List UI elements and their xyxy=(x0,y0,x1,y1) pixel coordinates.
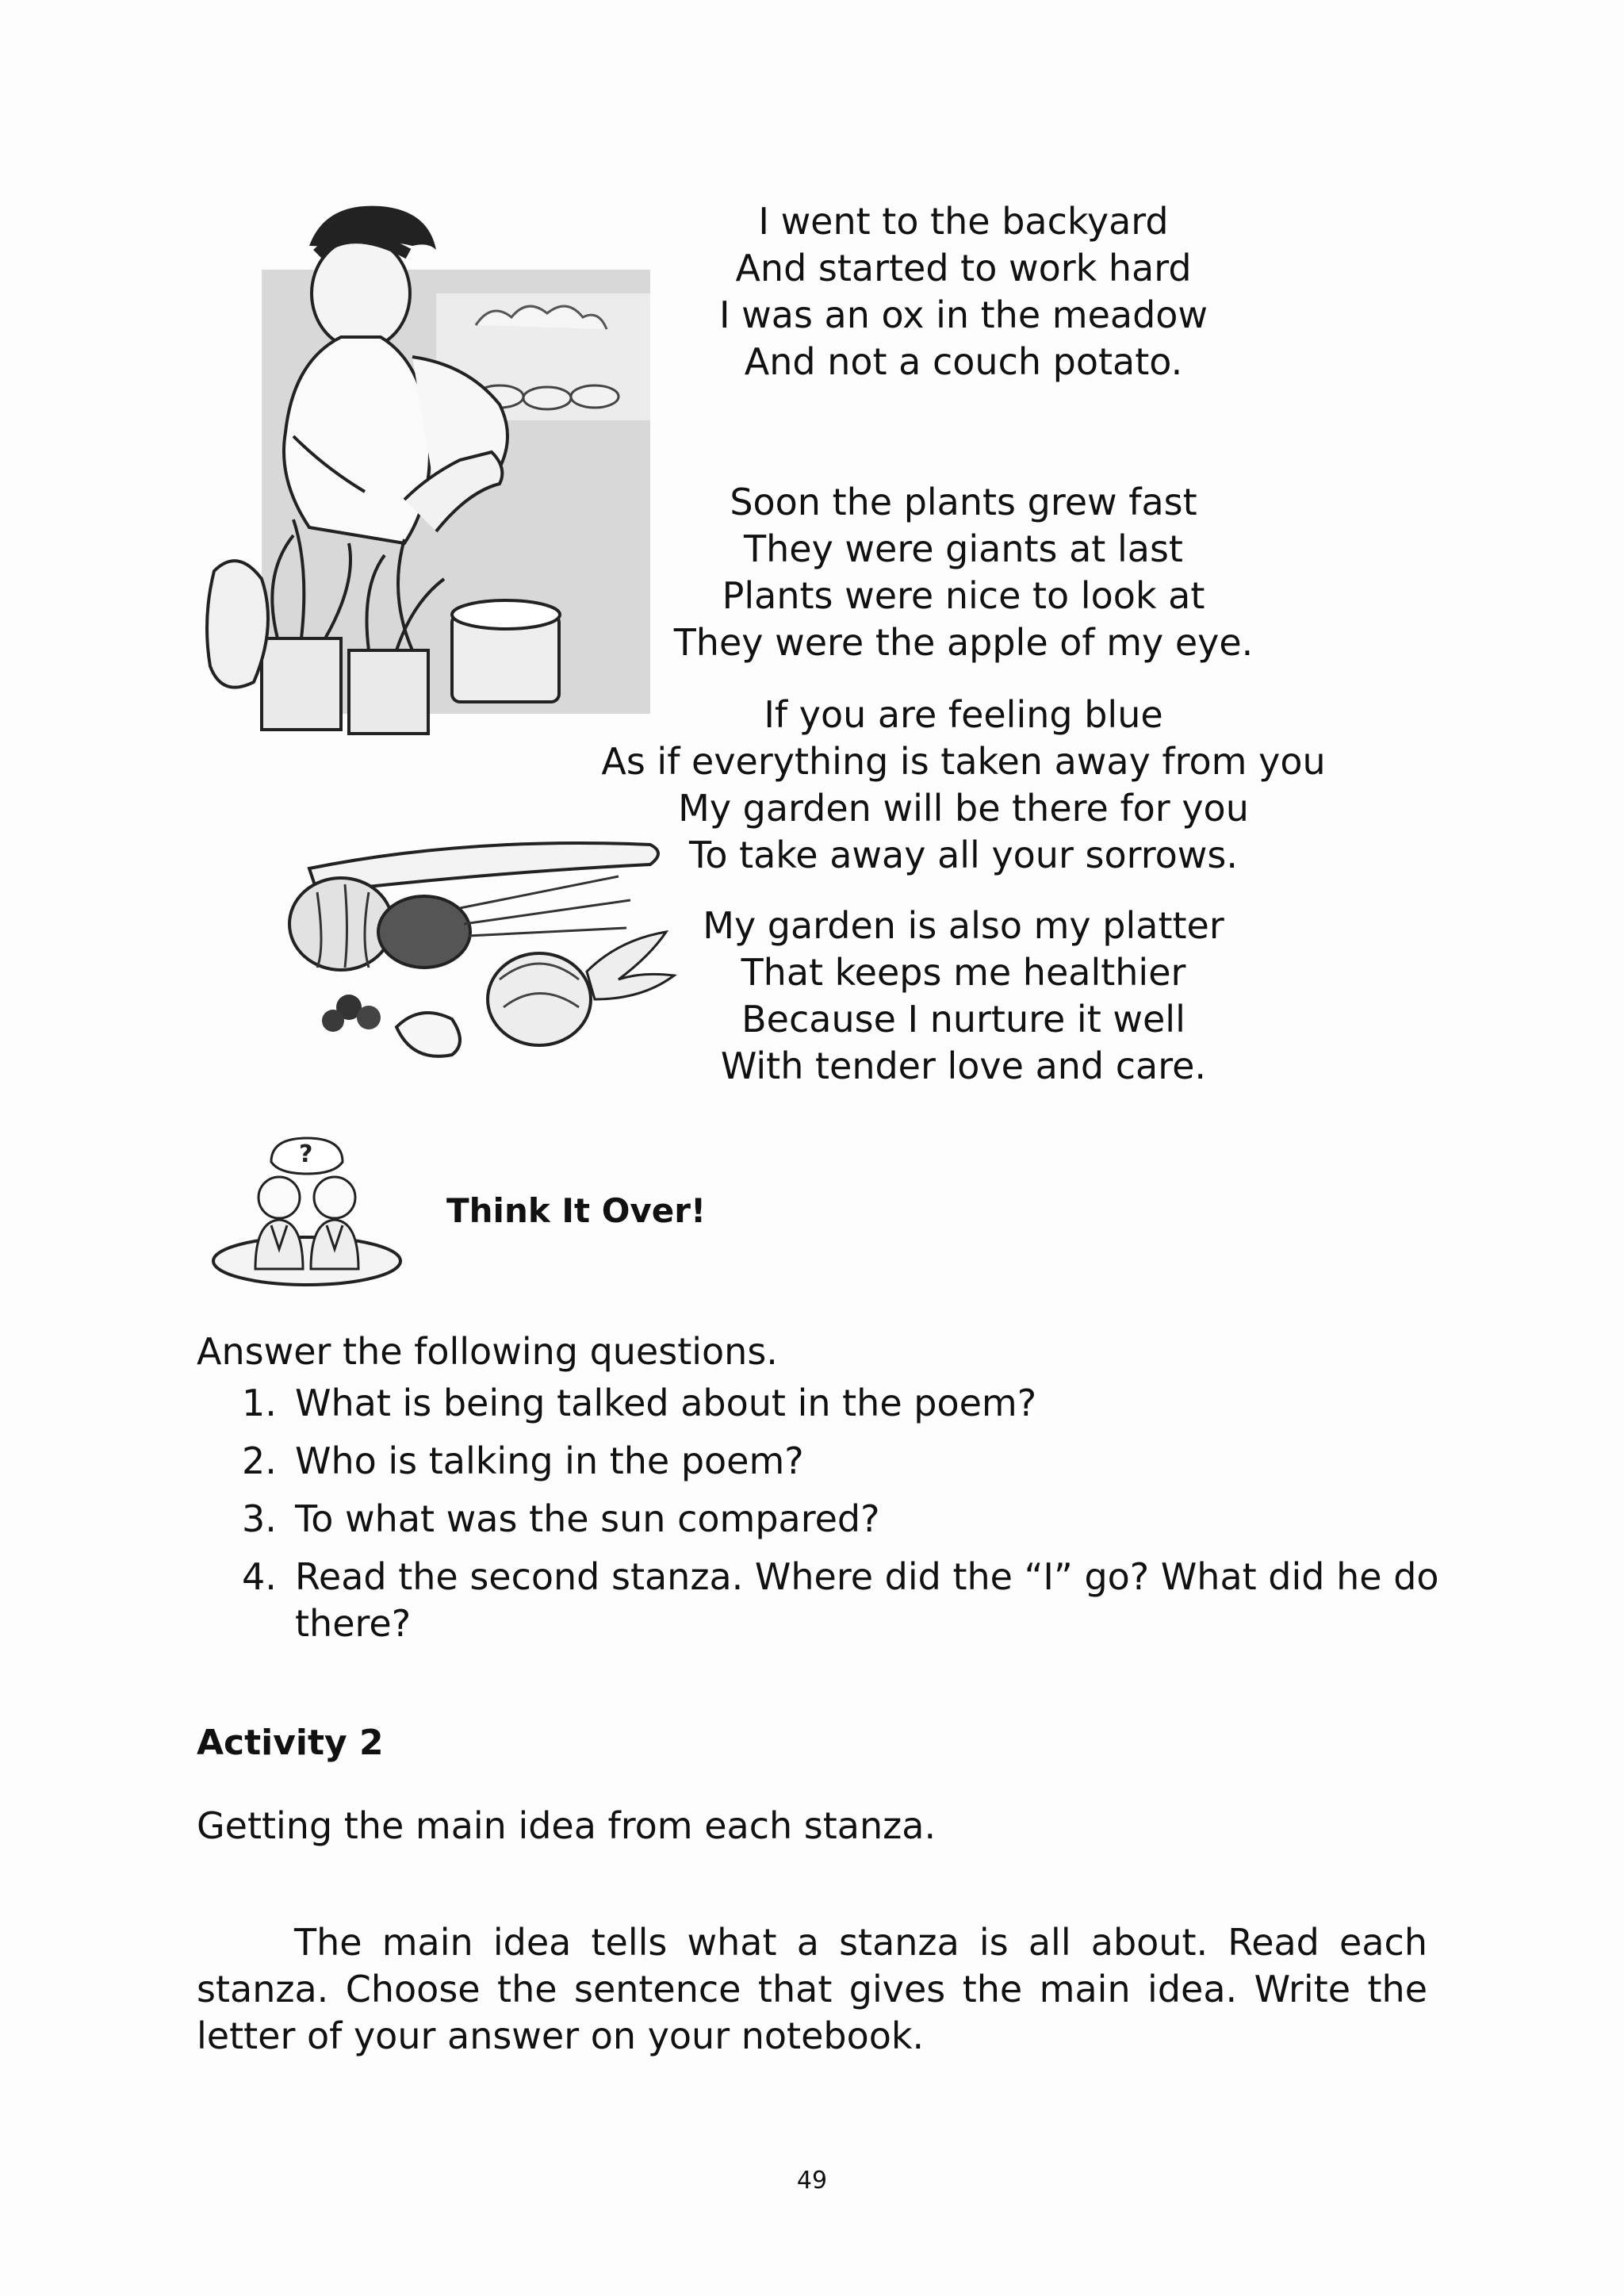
poem-stanza-1 xyxy=(587,198,1340,385)
poem-stanza-4 xyxy=(587,903,1340,1090)
poem-line: To take away all your sorrows. xyxy=(689,834,1238,876)
poem-line: As if everything is taken away from you xyxy=(601,740,1326,783)
poem-line: Soon the plants grew fast xyxy=(730,481,1197,523)
question-item xyxy=(242,1496,1447,1543)
question-text: Who is talking in the poem? xyxy=(295,1439,804,1482)
question-text: To what was the sun compared? xyxy=(295,1497,880,1540)
question-text: What is being talked about in the poem? xyxy=(295,1382,1037,1424)
question-number: 4. xyxy=(242,1555,277,1598)
questions-list xyxy=(242,1380,1447,1658)
poem-line: My garden is also my platter xyxy=(703,904,1224,947)
poem-line: I went to the backyard xyxy=(758,200,1169,243)
page-number: 49 xyxy=(796,2167,828,2194)
poem-stanza-2 xyxy=(587,479,1340,666)
poem-stanza-3 xyxy=(587,692,1340,879)
questions-prompt: Answer the following questions. xyxy=(197,1330,778,1373)
poem-line: They were giants at last xyxy=(744,527,1183,570)
poem-line: I was an ox in the meadow xyxy=(718,293,1208,336)
poem-line: They were the apple of my eye. xyxy=(673,621,1254,664)
activity-paragraph: The main idea tells what a stanza is all about. Read each stanza. Choose the sentence that gives the main idea. Write the letter of your answer on your notebook. xyxy=(197,1921,1427,2057)
poem-line: Because I nurture it well xyxy=(741,998,1185,1041)
svg-text:?: ? xyxy=(299,1140,313,1168)
poem-line: With tender love and care. xyxy=(720,1045,1207,1087)
poem-line: My garden will be there for you xyxy=(678,787,1249,830)
thinking-kids-icon xyxy=(208,1130,406,1289)
poem-line: If you are feeling blue xyxy=(764,693,1163,736)
question-text: Read the second stanza. Where did the “I” go? What did he do there? xyxy=(295,1555,1439,1645)
activity-instruction: Getting the main idea from each stanza. xyxy=(197,1804,936,1847)
question-item xyxy=(242,1554,1447,1647)
question-number: 2. xyxy=(242,1439,277,1482)
poem-line: And not a couch potato. xyxy=(744,340,1183,383)
activity-heading: Activity 2 xyxy=(197,1723,384,1763)
poem-line: And started to work hard xyxy=(735,247,1192,289)
question-item xyxy=(242,1438,1447,1485)
question-number: 3. xyxy=(242,1497,277,1540)
poem-line: Plants were nice to look at xyxy=(722,574,1205,617)
poem-line: That keeps me healthier xyxy=(741,951,1186,994)
question-item xyxy=(242,1380,1447,1427)
question-number: 1. xyxy=(242,1382,277,1424)
think-it-over-title: Think It Over! xyxy=(446,1191,707,1230)
